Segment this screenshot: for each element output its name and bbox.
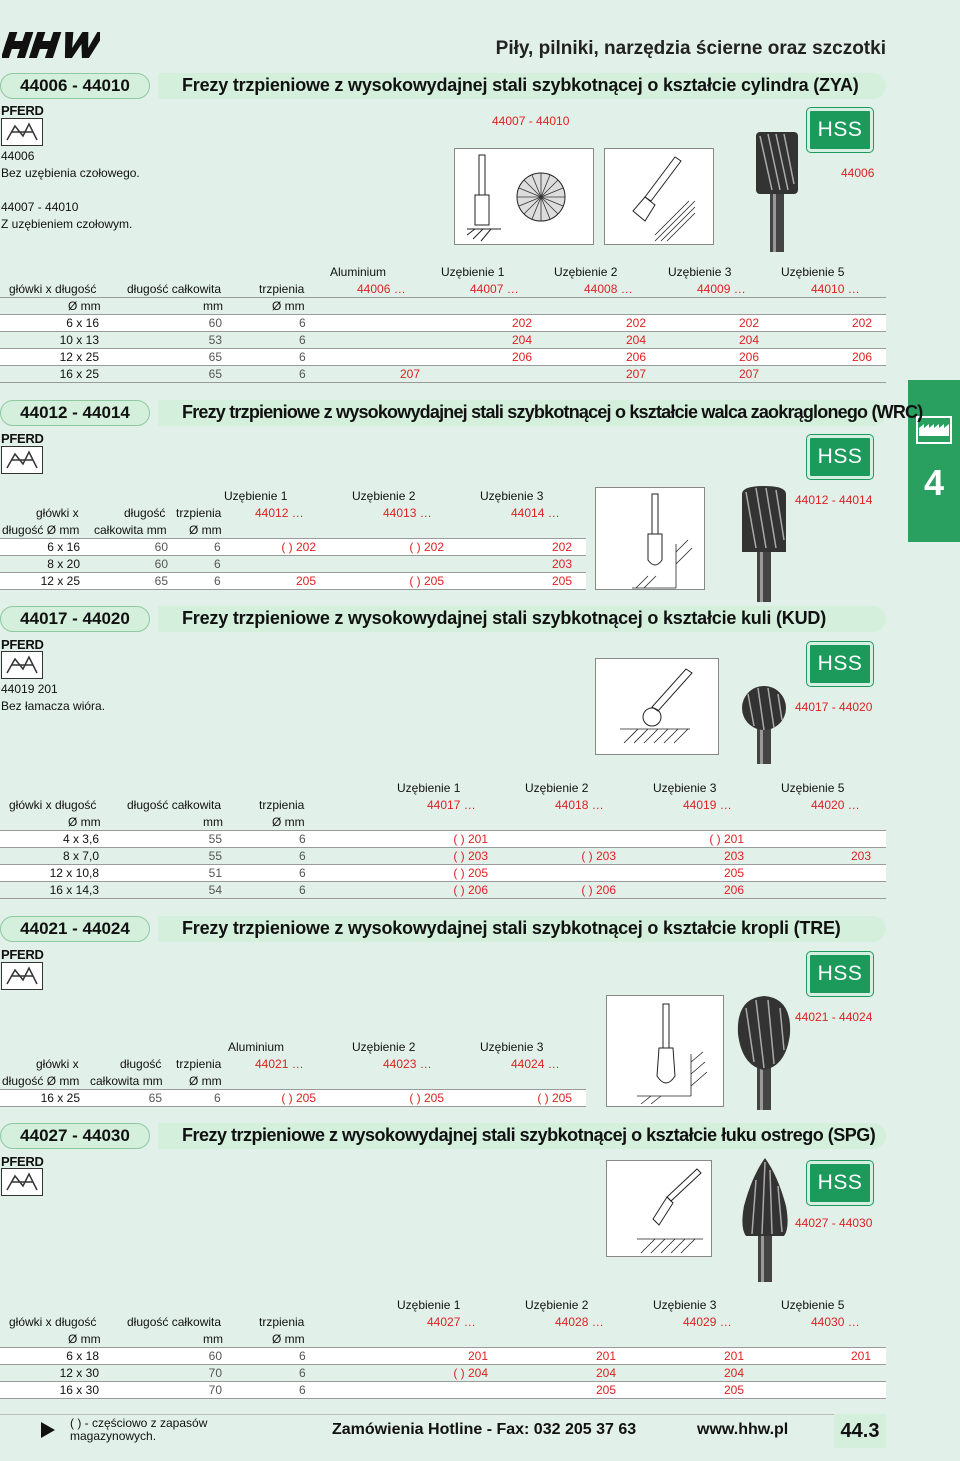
cell: 16 x 14,3 (49, 883, 99, 897)
hss-badge: HSS (807, 642, 873, 686)
table-header-row (0, 522, 586, 539)
table-row (0, 848, 886, 865)
cell: 6 (299, 883, 306, 897)
section-range: 44012 - 44014 (0, 400, 150, 426)
round-cylinder-drawing (596, 488, 706, 591)
article-number: 44020 … (811, 798, 860, 812)
note: 44019 201 (1, 682, 58, 696)
cell: 201 (467, 1349, 488, 1363)
table-header-row (0, 1039, 586, 1056)
cell: 70 (208, 1366, 222, 1380)
pferd-label: PFERD (1, 431, 44, 446)
cell: 55 (208, 832, 222, 846)
section-title: Frezy trzpieniowe z wysokowydajnej stali szybkotnącej o kształcie kropli (TRE) (182, 918, 841, 938)
col-header: główki x (36, 506, 79, 520)
cell: 54 (208, 883, 222, 897)
table-row (0, 332, 886, 349)
cell: 55 (208, 849, 222, 863)
cell: 60 (154, 540, 168, 554)
cell: 6 (299, 849, 306, 863)
table-header-row (0, 1073, 586, 1090)
col-header: główki x (36, 1057, 79, 1071)
table-header-row (0, 780, 886, 797)
table-row (0, 349, 886, 366)
cell: 6 x 18 (66, 1349, 99, 1363)
col-unit: długość Ø mm (2, 523, 80, 537)
col-unit: Ø mm (68, 1332, 101, 1346)
table-row (0, 1348, 886, 1365)
article-number: 44009 … (697, 282, 746, 296)
cell: 65 (208, 367, 222, 381)
bur-photo (752, 128, 802, 252)
article-number: 44029 … (683, 1315, 732, 1329)
note: 44007 - 44010 (1, 200, 79, 214)
article-number: 44007 … (470, 282, 519, 296)
page-number: 44.3 (834, 1414, 886, 1448)
section-range: 44027 - 44030 (0, 1123, 150, 1149)
cylinder-angle-drawing (605, 149, 715, 246)
table-row (0, 1365, 886, 1382)
cell: 206 (511, 350, 532, 364)
hss-badge: HSS (807, 1161, 873, 1205)
image-label: 44021 - 44024 (795, 1010, 873, 1024)
table-header-row (0, 1056, 586, 1073)
cell: 6 (214, 1091, 221, 1105)
image-label: 44017 - 44020 (795, 700, 873, 714)
pferd-horse-icon (1, 962, 43, 990)
cell: 6 (299, 316, 306, 330)
cell: 207 (399, 367, 420, 381)
bur-photo (734, 994, 794, 1110)
cell: ( ) 205 (453, 866, 488, 880)
pointed-arch-drawing (607, 1161, 713, 1258)
cell: 16 x 25 (59, 367, 99, 381)
cell: 6 (299, 1383, 306, 1397)
cell: 6 (299, 367, 306, 381)
table-header-row (0, 264, 886, 281)
table-row (0, 539, 586, 556)
table-row (0, 573, 586, 590)
col-header: trzpienia (259, 1315, 305, 1329)
section-range: 44017 - 44020 (0, 606, 150, 632)
col-unit: Ø mm (68, 299, 101, 313)
cell: 6 (299, 1366, 306, 1380)
table-header-row (0, 1331, 886, 1348)
product-drawing (595, 487, 705, 590)
cell: 65 (154, 574, 168, 588)
cell: 12 x 30 (59, 1366, 99, 1380)
cell: 12 x 25 (40, 574, 80, 588)
table-row (0, 865, 886, 882)
bur-photo (738, 1156, 792, 1282)
product-drawing (606, 1160, 712, 1257)
image-label: 44012 - 44014 (795, 493, 873, 507)
col-header: Uzębienie 5 (781, 1298, 845, 1312)
table-header-row (0, 1297, 886, 1314)
col-header: Uzębienie 2 (352, 1040, 416, 1054)
drop-drawing (607, 996, 725, 1108)
col-header: długość całkowita (127, 282, 222, 296)
col-header: trzpienia (176, 506, 222, 520)
footer-website[interactable]: www.hhw.pl (697, 1421, 789, 1438)
cell: 4 x 3,6 (62, 832, 99, 846)
cell: 6 x 16 (47, 540, 80, 554)
col-header: Uzębienie 3 (653, 781, 717, 795)
table-row (0, 1382, 886, 1399)
pferd-label: PFERD (1, 103, 44, 118)
cell: 6 (214, 557, 221, 571)
ball-drawing (596, 659, 720, 756)
note: Z uzębieniem czołowym. (1, 217, 133, 231)
cell: ( ) 203 (581, 849, 616, 863)
cell: 8 x 7,0 (62, 849, 99, 863)
section-header-zya (0, 73, 886, 99)
cell: ( ) 202 (409, 540, 444, 554)
article-number: 44013 … (383, 506, 432, 520)
table-header-row (0, 814, 886, 831)
pferd-horse-icon (1, 118, 43, 146)
cell: 202 (551, 540, 572, 554)
table-row (0, 831, 886, 848)
cell: 206 (625, 350, 646, 364)
table-row (0, 882, 886, 899)
cell: 6 (214, 540, 221, 554)
article-number: 44006 … (357, 282, 406, 296)
article-number: 44018 … (555, 798, 604, 812)
cell: 203 (723, 849, 744, 863)
section-title: Frezy trzpieniowe z wysokowydajnej stali szybkotnącej o kształcie cylindra (ZYA) (182, 75, 859, 95)
article-number: 44010 … (811, 282, 860, 296)
col-header: Uzębienie 2 (352, 489, 416, 503)
cell: 205 (723, 866, 744, 880)
col-header: Uzębienie 3 (480, 1040, 544, 1054)
article-number: 44012 … (255, 506, 304, 520)
col-header: Uzębienie 2 (525, 1298, 589, 1312)
table-header-row (0, 281, 886, 298)
table-header-row (0, 298, 886, 315)
hss-badge: HSS (807, 435, 873, 479)
table-header-row (0, 488, 586, 505)
cell: ( ) 205 (281, 1091, 316, 1105)
cell: 204 (738, 333, 759, 347)
hhw-logo (2, 30, 100, 60)
cell: 6 (214, 574, 221, 588)
cell: 60 (154, 557, 168, 571)
pferd-label: PFERD (1, 637, 44, 652)
cell: 65 (148, 1091, 162, 1105)
col-header: trzpienia (176, 1057, 222, 1071)
cell: 201 (723, 1349, 744, 1363)
col-header: długość całkowita (127, 1315, 222, 1329)
table-row (0, 1090, 586, 1107)
cylinder-drawing (455, 149, 595, 246)
col-header: Uzębienie 1 (397, 781, 461, 795)
note: Bez uzębienia czołowego. (1, 166, 140, 180)
cell: 60 (208, 1349, 222, 1363)
col-unit: Ø mm (189, 1074, 222, 1088)
col-unit: mm (203, 1332, 223, 1346)
cell: 202 (738, 316, 759, 330)
cell: 65 (208, 350, 222, 364)
col-header: Uzębienie 3 (480, 489, 544, 503)
cell: 16 x 30 (59, 1383, 99, 1397)
cell: 10 x 13 (59, 333, 99, 347)
cell: 70 (208, 1383, 222, 1397)
note: Bez łamacza wióra. (1, 699, 106, 713)
article-number: 44021 … (255, 1057, 304, 1071)
triangle-bullet-icon (40, 1421, 56, 1439)
cell: 204 (625, 333, 646, 347)
cell: 6 (299, 1349, 306, 1363)
col-header: Uzębienie 2 (525, 781, 589, 795)
article-number: 44024 … (511, 1057, 560, 1071)
image-label: 44007 - 44010 (492, 114, 570, 128)
article-number: 44028 … (555, 1315, 604, 1329)
cell: 51 (208, 866, 222, 880)
footer-hotline: Zamówienia Hotline - Fax: 032 205 37 63 (332, 1421, 637, 1438)
section-header-tre (0, 916, 886, 942)
cell: 6 x 16 (66, 316, 99, 330)
col-unit: Ø mm (272, 299, 305, 313)
col-unit: całkowita mm (90, 1074, 163, 1088)
col-unit: Ø mm (272, 1332, 305, 1346)
cell: 207 (738, 367, 759, 381)
bur-photo (738, 684, 790, 764)
cell: 60 (208, 316, 222, 330)
col-header: Aluminium (330, 265, 387, 279)
product-drawing (454, 148, 594, 245)
pferd-horse-icon (1, 1168, 43, 1196)
hss-badge: HSS (807, 108, 873, 152)
cell: 204 (595, 1366, 616, 1380)
cell: ( ) 203 (453, 849, 488, 863)
product-drawing (606, 995, 724, 1107)
cell: 12 x 10,8 (49, 866, 99, 880)
cell: ( ) 204 (453, 1366, 488, 1380)
col-header: trzpienia (259, 282, 305, 296)
col-unit: Ø mm (189, 523, 222, 537)
cell: 201 (595, 1349, 616, 1363)
cell: ( ) 206 (453, 883, 488, 897)
cell: 205 (595, 1383, 616, 1397)
article-number: 44017 … (427, 798, 476, 812)
col-header: główki x długość (9, 1315, 97, 1329)
pferd-horse-icon (1, 651, 43, 679)
section-range: 44021 - 44024 (0, 916, 150, 942)
col-header: długość (120, 1057, 162, 1071)
col-header: Uzębienie 5 (781, 781, 845, 795)
article-number: 44027 … (427, 1315, 476, 1329)
cell: ( ) 201 (709, 832, 744, 846)
footer-legend: ( ) - częściowo z zapasów magazynowych. (70, 1416, 208, 1443)
table-header-row (0, 1314, 886, 1331)
col-header: Uzębienie 1 (397, 1298, 461, 1312)
cell: 6 (299, 866, 306, 880)
col-unit: długość Ø mm (2, 1074, 80, 1088)
cell: 6 (299, 350, 306, 364)
cell: ( ) 201 (453, 832, 488, 846)
col-unit: całkowita mm (94, 523, 167, 537)
pferd-label: PFERD (1, 947, 44, 962)
cell: 204 (511, 333, 532, 347)
col-header: główki x długość (9, 798, 97, 812)
cell: 205 (551, 574, 572, 588)
col-header: Uzębienie 3 (668, 265, 732, 279)
cell: 205 (295, 574, 316, 588)
section-title: Frezy trzpieniowe z wysokowydajnej stali szybkotnącej o kształcie kuli (KUD) (182, 608, 826, 628)
cell: 6 (299, 832, 306, 846)
col-unit: mm (203, 299, 223, 313)
bur-photo (738, 484, 790, 602)
table-header-row (0, 797, 886, 814)
col-header: Uzębienie 1 (441, 265, 505, 279)
table-row (0, 366, 886, 383)
section-title: Frezy trzpieniowe z wysokowydajnej stali szybkotnącej o kształcie walca zaokrąglonego (WRC) (182, 402, 923, 422)
cell: ( ) 206 (581, 883, 616, 897)
col-header: długość (124, 506, 166, 520)
cell: ( ) 205 (537, 1091, 572, 1105)
cell: 206 (851, 350, 872, 364)
col-header: Uzębienie 5 (781, 265, 845, 279)
section-header-spg (0, 1123, 886, 1149)
table-row (0, 315, 886, 332)
col-header: Uzębienie 1 (224, 489, 288, 503)
cell: 203 (551, 557, 572, 571)
col-header: Aluminium (228, 1040, 285, 1054)
table-row (0, 556, 586, 573)
cell: 12 x 25 (59, 350, 99, 364)
image-label: 44006 (841, 166, 875, 180)
cell: 16 x 25 (40, 1091, 80, 1105)
cell: 202 (851, 316, 872, 330)
col-header: główki x długość (9, 282, 97, 296)
cell: 205 (723, 1383, 744, 1397)
cell: ( ) 205 (409, 1091, 444, 1105)
col-header: długość całkowita (127, 798, 222, 812)
article-number: 44008 … (584, 282, 633, 296)
footer-divider (0, 1414, 886, 1415)
product-drawing (604, 148, 714, 245)
article-number: 44023 … (383, 1057, 432, 1071)
section-range: 44006 - 44010 (0, 73, 150, 99)
cell: 202 (511, 316, 532, 330)
article-number: 44014 … (511, 506, 560, 520)
section-header-wrc (0, 400, 923, 426)
cell: ( ) 205 (409, 574, 444, 588)
pferd-label: PFERD (1, 1154, 44, 1169)
col-header: Uzębienie 2 (554, 265, 618, 279)
pferd-horse-icon (1, 446, 43, 474)
col-unit: Ø mm (272, 815, 305, 829)
section-title: Frezy trzpieniowe z wysokowydajnej stali szybkotnącej o kształcie łuku ostrego (SPG) (182, 1125, 876, 1145)
cell: 8 x 20 (47, 557, 80, 571)
cell: ( ) 202 (281, 540, 316, 554)
cell: 202 (625, 316, 646, 330)
chapter-number: 4 (923, 462, 945, 503)
cell: 203 (850, 849, 871, 863)
col-header: trzpienia (259, 798, 305, 812)
hss-badge: HSS (807, 952, 873, 996)
cell: 206 (723, 883, 744, 897)
col-header: Uzębienie 3 (653, 1298, 717, 1312)
col-unit: mm (203, 815, 223, 829)
cell: 204 (723, 1366, 744, 1380)
article-number: 44030 … (811, 1315, 860, 1329)
note: 44006 (1, 149, 35, 163)
section-header-kud (0, 606, 886, 632)
cell: 206 (738, 350, 759, 364)
cell: 6 (299, 333, 306, 347)
cell: 207 (625, 367, 646, 381)
page-category: Piły, pilniki, narzędzia ścierne oraz szczotki (495, 38, 886, 59)
col-unit: Ø mm (68, 815, 101, 829)
product-drawing (595, 658, 719, 755)
cell: 53 (208, 333, 222, 347)
article-number: 44019 … (683, 798, 732, 812)
cell: 201 (850, 1349, 871, 1363)
image-label: 44027 - 44030 (795, 1216, 873, 1230)
table-header-row (0, 505, 586, 522)
